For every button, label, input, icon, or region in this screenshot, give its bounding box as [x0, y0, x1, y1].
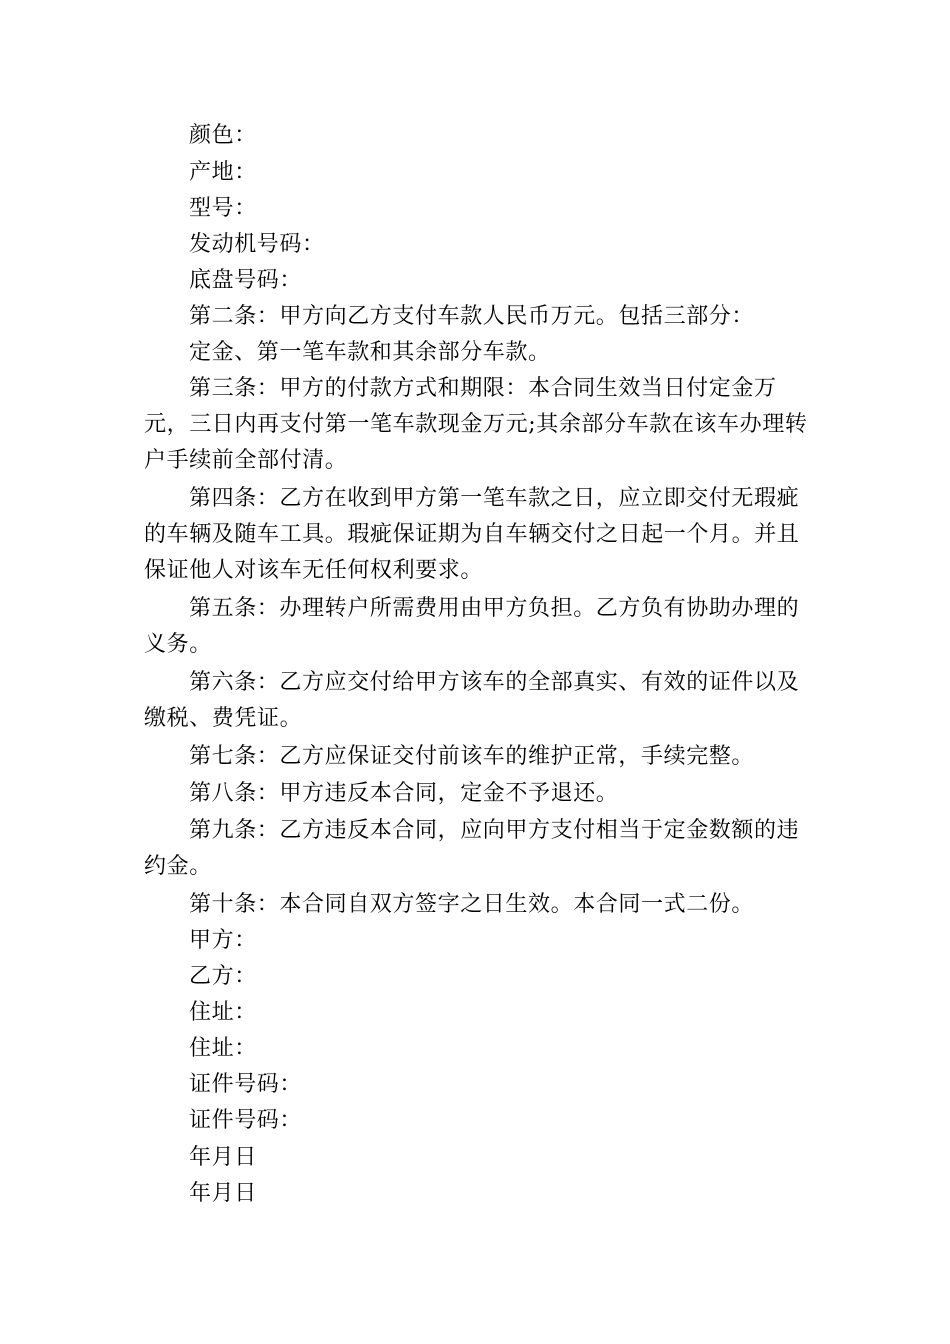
- address-label-a: 住址：: [189, 1000, 257, 1025]
- clause-10: 第十条：本合同自双方签字之日生效。本合同一式二份。: [189, 892, 755, 917]
- party-a-label: 甲方：: [189, 928, 257, 953]
- clause-7: 第七条：乙方应保证交付前该车的维护正常，手续完整。: [189, 744, 755, 769]
- clause-4: 第四条：乙方在收到甲方第一笔车款之日，应立即交付无瑕疵的车辆及随车工具。瑕疵保证期为自车辆交付之日起一个月。并且保证他人对该车无任何权利要求。: [144, 486, 800, 583]
- clause-5: 第五条：办理转户所需费用由甲方负担。乙方负有协助办理的义务。: [144, 596, 800, 657]
- clause-9: 第九条：乙方违反本合同，应向甲方支付相当于定金数额的违约金。: [144, 818, 800, 879]
- party-b-label: 乙方：: [189, 964, 257, 989]
- id-number-label-b: 证件号码：: [189, 1108, 303, 1133]
- date-line-a: 年月日: [189, 1145, 257, 1170]
- clause-6: 第六条：乙方应交付给甲方该车的全部真实、有效的证件以及缴税、费凭证。: [144, 670, 800, 731]
- field-model: 型号：: [189, 196, 257, 221]
- field-origin: 产地：: [189, 160, 257, 185]
- field-chassis-number: 底盘号码：: [189, 268, 303, 293]
- clause-8: 第八条：甲方违反本合同，定金不予退还。: [189, 781, 619, 806]
- field-engine-number: 发动机号码：: [189, 232, 325, 257]
- date-line-b: 年月日: [189, 1181, 257, 1206]
- clause-2-parts: 定金、第一笔车款和其余部分车款。: [189, 340, 551, 365]
- clause-3: 第三条：甲方的付款方式和期限：本合同生效当日付定金万元，三日内再支付第一笔车款现金万元;其余部分车款在该车办理转户手续前全部付清。: [144, 376, 808, 473]
- id-number-label-a: 证件号码：: [189, 1072, 303, 1097]
- field-color: 颜色：: [189, 123, 257, 148]
- address-label-b: 住址：: [189, 1036, 257, 1061]
- clause-2: 第二条：甲方向乙方支付车款人民币万元。包括三部分：: [189, 304, 755, 329]
